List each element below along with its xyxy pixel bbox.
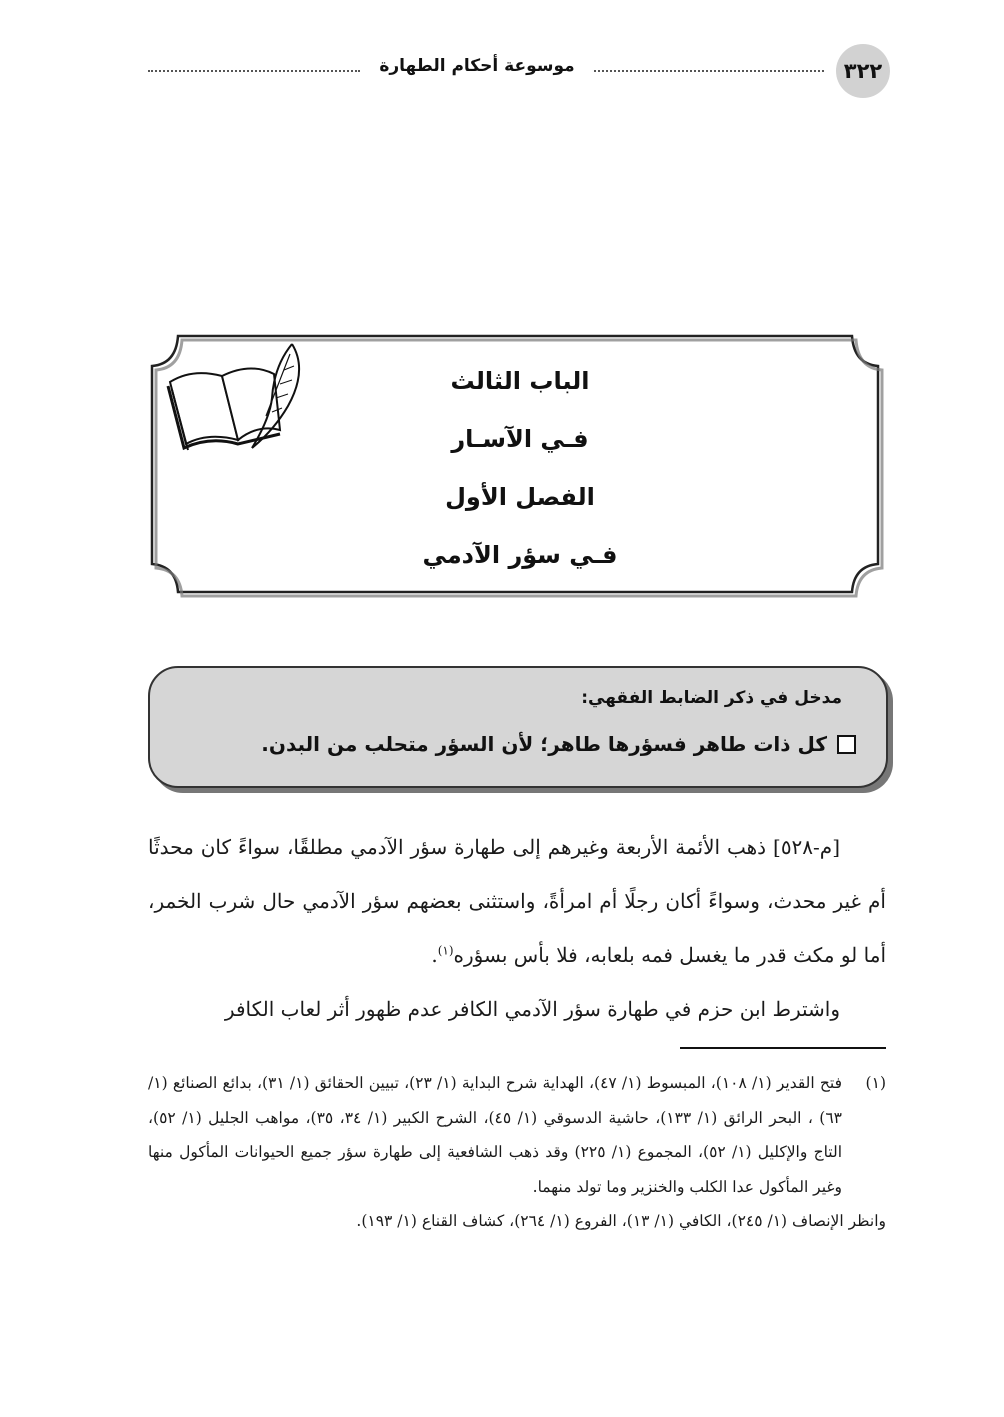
section-title: الفصل الأول <box>445 483 595 511</box>
footnote <box>148 1066 886 1204</box>
footnote-ref: (١) <box>437 943 454 958</box>
footnotes <box>148 1066 886 1239</box>
body-text <box>148 820 886 1036</box>
header-divider-right <box>594 70 824 72</box>
chapter-titles <box>320 352 720 584</box>
header-divider-left <box>148 70 360 72</box>
part-title: الباب الثالث <box>450 367 590 395</box>
paragraph-1-end: . <box>431 943 438 967</box>
paragraph <box>148 820 886 982</box>
rule-heading: مدخل في ذكر الضابط الفقهي: <box>581 688 842 708</box>
footnote-number: (١) <box>865 1074 886 1092</box>
footnote-continuation: وانظر الإنصاف (١/ ٢٤٥)، الكافي (١/ ١٣)، الفروع (١/ ٢٦٤)، كشاف القناع (١/ ١٩٣). <box>356 1212 886 1230</box>
section-subtitle: فـي سؤر الآدمي <box>422 541 618 569</box>
rule-line <box>261 732 856 756</box>
footnote-separator <box>680 1047 886 1049</box>
book-title: موسوعة أحكام الطهارة <box>379 56 575 76</box>
paragraph: واشترط ابن حزم في طهارة سؤر الآدمي الكافر عدم ظهور أثر لعاب الكافر <box>224 997 840 1021</box>
page-number: ٣٢٢ <box>836 44 890 98</box>
footnote-text: فتح القدير (١/ ١٠٨)، المبسوط (١/ ٤٧)، الهداية شرح البداية (١/ ٢٣)، تبيين الحقائق (١/ ٣١)، بدائع الصنائع (١/ ٦٣) ، البحر الرائق (١/ ١٣٣)، حاشية الدسوقي (١/ ٤٥)، الشرح الكبير (١/ ٣٤، ٣٥)، مواهب الجليل (١/ ٥٢)، التاج والإكليل (١/ ٥٢)، المجموع (١/ ٢٢٥) وقد ذهب الشافعية إلى طهارة سؤر جميع الحيوانات المأكول منها وغير المأكول عدا الكلب والخنزير وما تولد منهما. <box>148 1074 843 1196</box>
checkbox-icon <box>837 735 856 754</box>
book-quill-icon <box>162 340 307 455</box>
paragraph-1-text: [م-٥٢٨] ذهب الأئمة الأربعة وغيرهم إلى طهارة سؤر الآدمي مطلقًا، سواءً كان محدثًا أم غير محدث، وسواءً أكان رجلًا أم امرأةً، واستثنى بعضهم سؤر الآدمي حال شرب الخمر، أما لو مكث قدر ما يغسل فمه بلعابه، فلا بأس بسؤره <box>148 835 886 967</box>
rule-box <box>148 666 888 788</box>
rule-text: كل ذات طاهر فسؤرها طاهر؛ لأن السؤر متحلب من البدن. <box>261 732 827 756</box>
part-subtitle: فـي الآسـار <box>451 425 589 453</box>
